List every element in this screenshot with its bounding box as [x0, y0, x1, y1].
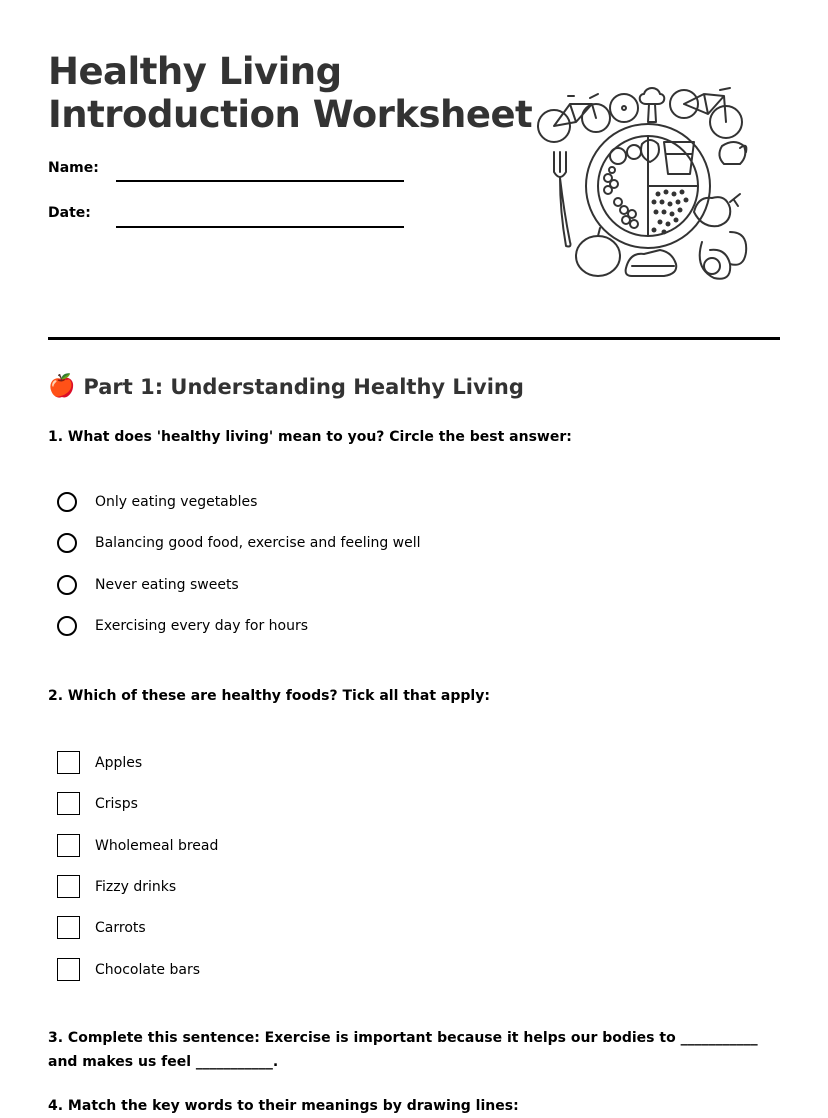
q2-option[interactable] [57, 792, 138, 815]
name-line[interactable] [116, 180, 404, 182]
q1-option-label: Exercising every day for hours [95, 618, 309, 634]
section-divider [48, 337, 780, 340]
checkbox[interactable] [57, 792, 80, 815]
title-line-1: Healthy Living [48, 50, 342, 93]
q2-option-label: Apples [95, 754, 143, 771]
q2-option[interactable] [57, 751, 142, 774]
q1-option[interactable] [57, 533, 421, 553]
apple-icon: 🍎 [48, 374, 76, 399]
checkbox[interactable] [57, 875, 80, 898]
q1-option[interactable] [57, 492, 257, 512]
part-1-heading-text: Part 1: Understanding Healthy Living [83, 374, 524, 399]
question-1: 1. What does 'healthy living' mean to you? Circle the best answer: [48, 429, 572, 445]
q2-option-label: Wholemeal bread [95, 837, 219, 854]
q1-option[interactable] [57, 616, 308, 636]
radio-circle[interactable] [57, 492, 77, 512]
bicycle-right-icon [670, 88, 742, 138]
checkbox[interactable] [57, 751, 80, 774]
radio-circle[interactable] [57, 616, 77, 636]
shoe-icon [626, 250, 677, 276]
title-line-2: Introduction Worksheet [48, 93, 533, 136]
part-1-heading [48, 374, 524, 399]
date-line[interactable] [116, 226, 404, 228]
q2-option[interactable] [57, 958, 200, 981]
q2-option-label: Chocolate bars [95, 961, 201, 978]
q1-option-label: Balancing good food, exercise and feeling well [95, 535, 421, 551]
question-4: 4. Match the key words to their meanings by drawing lines: [48, 1098, 519, 1114]
date-label: Date: [48, 205, 91, 221]
checkbox[interactable] [57, 916, 80, 939]
q2-option[interactable] [57, 834, 218, 857]
checkbox[interactable] [57, 834, 80, 857]
clock-icon [610, 94, 638, 122]
q2-option[interactable] [57, 916, 146, 939]
broccoli-icon [640, 88, 665, 122]
fork-icon [554, 152, 571, 247]
vegetable-icon [694, 194, 740, 226]
bicycle-icon [538, 94, 610, 142]
radio-circle[interactable] [57, 533, 77, 553]
checkbox[interactable] [57, 958, 80, 981]
question-3: 3. Complete this sentence: Exercise is important because it helps our bodies to ___________ and makes us feel ___________. [48, 1030, 758, 1070]
question-2: 2. Which of these are healthy foods? Tick all that apply: [48, 688, 490, 704]
q2-option-label: Crisps [95, 795, 138, 812]
stethoscope-icon [700, 232, 746, 279]
radio-circle[interactable] [57, 575, 77, 595]
worksheet-title [48, 50, 532, 136]
q2-option[interactable] [57, 875, 176, 898]
healthy-living-illustration-icon [534, 82, 752, 288]
q2-option-label: Carrots [95, 919, 146, 936]
plate-icon [586, 124, 710, 248]
tomato-icon [576, 228, 620, 276]
q1-option-label: Never eating sweets [95, 577, 239, 593]
name-label: Name: [48, 160, 99, 176]
q2-option-label: Fizzy drinks [95, 878, 177, 895]
q1-option-label: Only eating vegetables [95, 494, 258, 510]
kettle-icon [719, 142, 746, 164]
q1-option[interactable] [57, 575, 239, 595]
